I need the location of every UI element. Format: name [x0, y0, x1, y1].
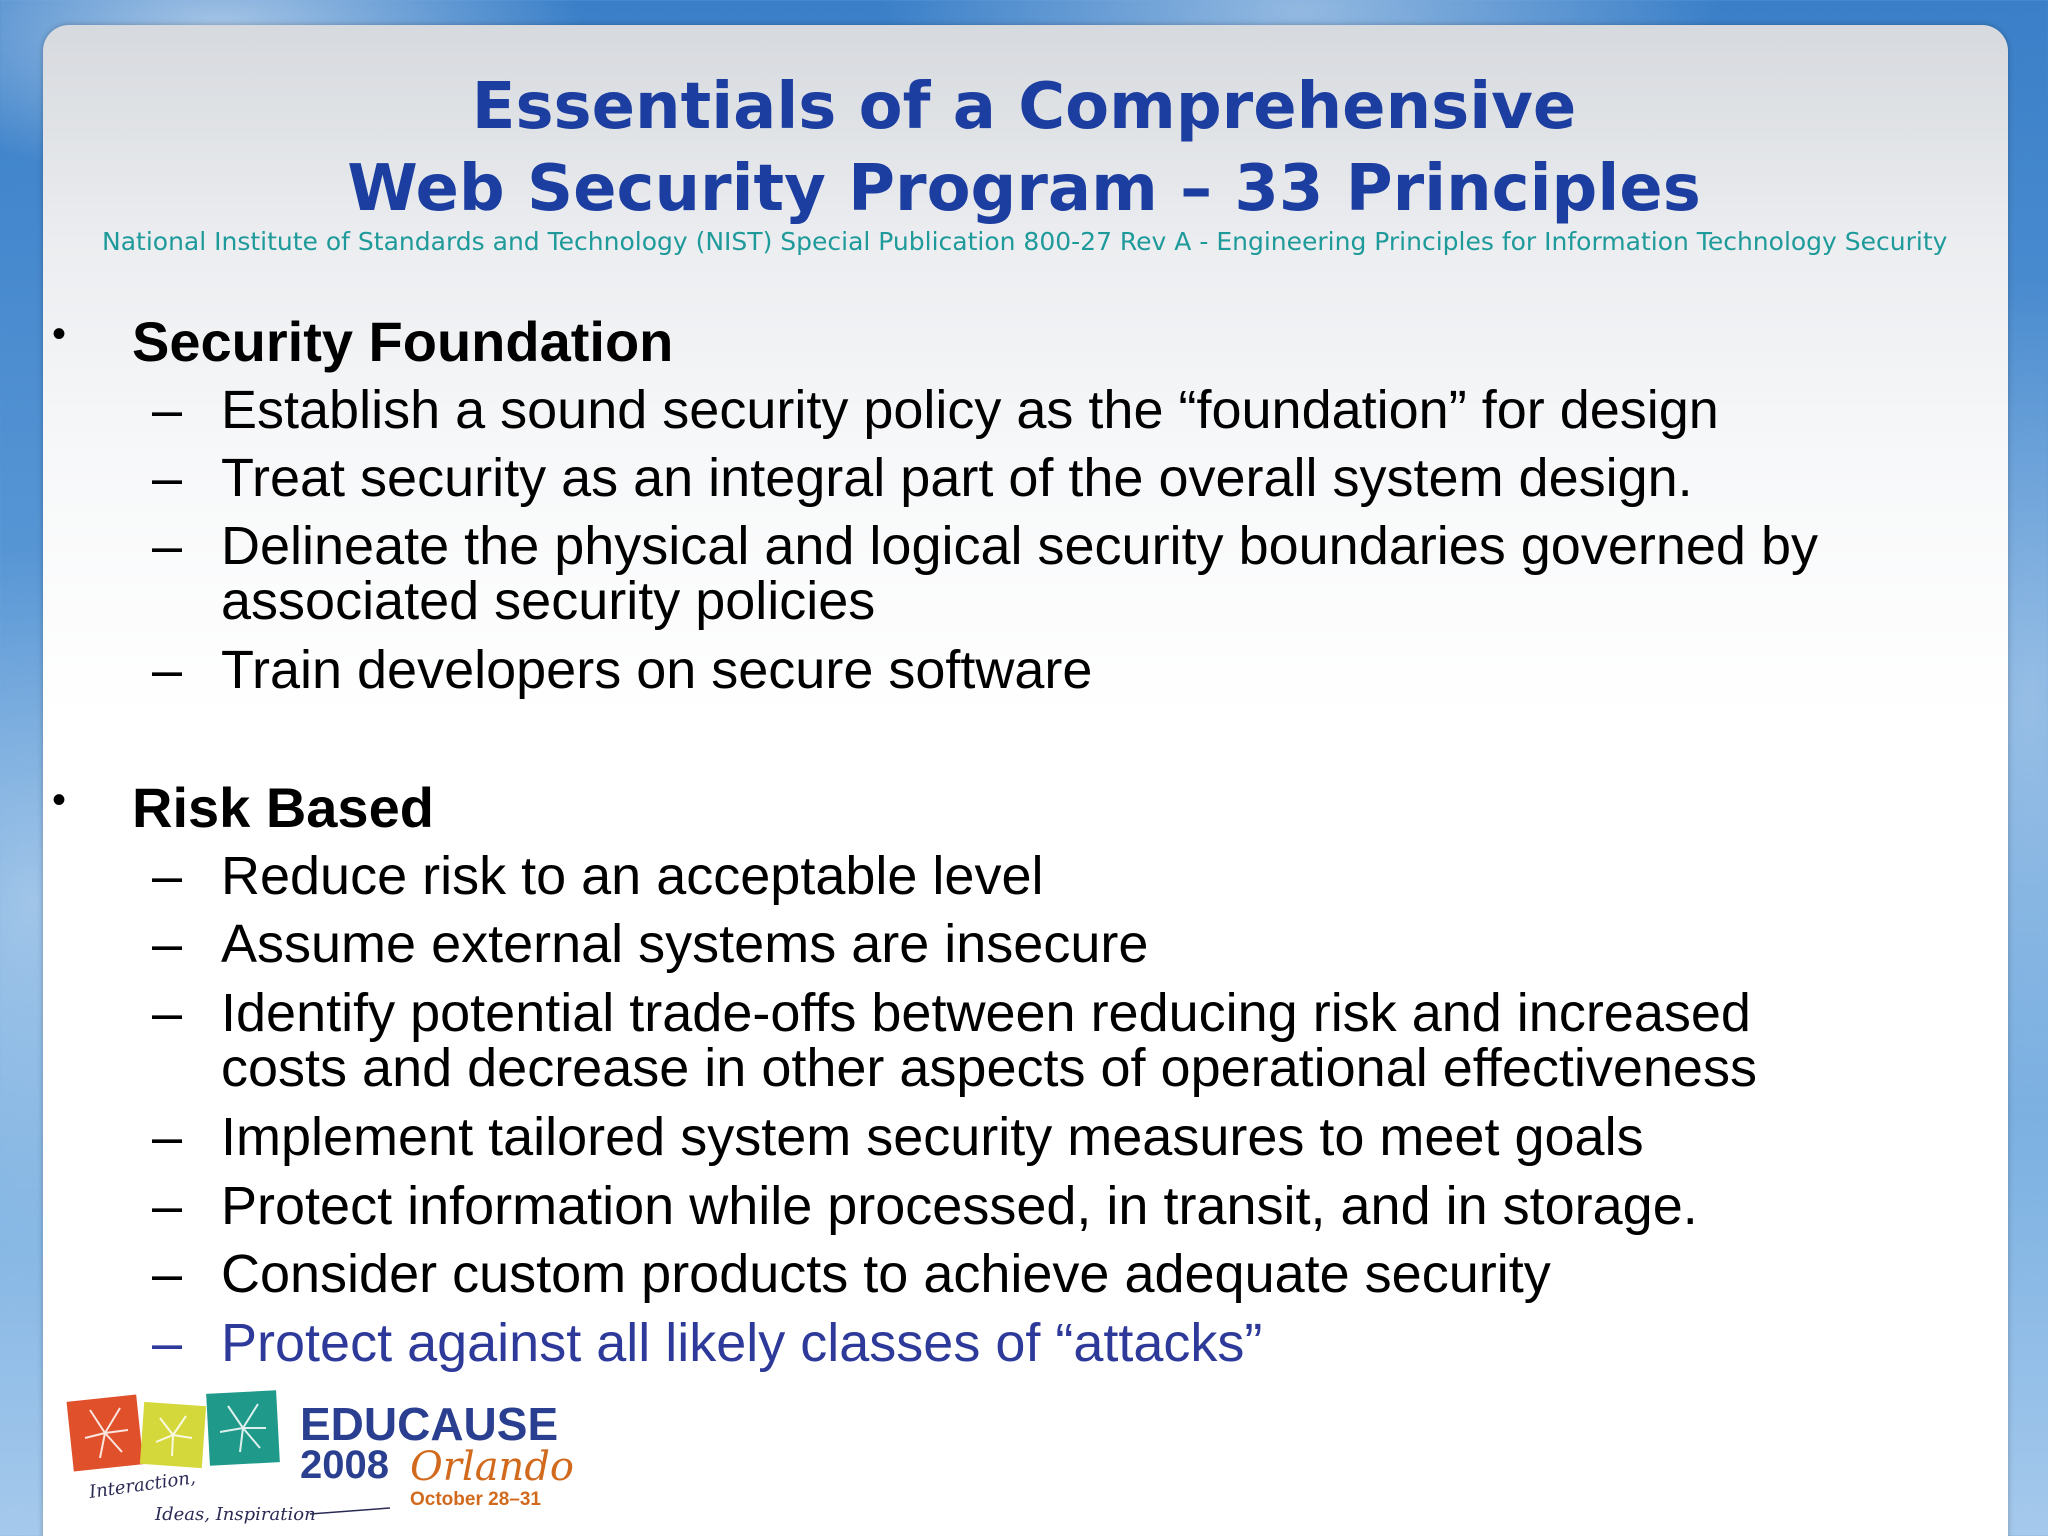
- list-item: Treat security as an integral part of the overall system design.: [221, 448, 1693, 508]
- slide-subtitle: National Institute of Standards and Technology (NIST) Special Publication 800-27 Rev A - Engineering Principles for Information Technology Security: [102, 227, 1948, 256]
- list-item-continuation: associated security policies: [221, 571, 876, 631]
- dash-marker: –: [152, 380, 183, 440]
- logo-year: 2008: [300, 1443, 389, 1487]
- logo-tagline-underline: [310, 1508, 390, 1514]
- logo-name: EDUCAUSE: [300, 1398, 559, 1450]
- dash-marker: –: [152, 516, 183, 576]
- dash-marker: –: [152, 1313, 183, 1373]
- list-item-continuation: costs and decrease in other aspects of operational effectiveness: [221, 1038, 1757, 1098]
- bullet-marker: •: [52, 778, 67, 822]
- dash-marker: –: [152, 846, 183, 906]
- logo-squares: [67, 1390, 280, 1471]
- list-item: Delineate the physical and logical security boundaries governed by: [221, 516, 1818, 576]
- dash-marker: –: [152, 1244, 183, 1304]
- dash-marker: –: [152, 1176, 183, 1236]
- section-heading-security-foundation: Security Foundation: [132, 310, 674, 373]
- dash-marker: –: [152, 640, 183, 700]
- logo-city: Orlando: [410, 1444, 575, 1490]
- list-item: Assume external systems are insecure: [221, 914, 1149, 974]
- dash-marker: –: [152, 983, 183, 1043]
- slide-title-line-1: Essentials of a Comprehensive: [471, 70, 1577, 144]
- logo-tagline-1: Interaction,: [87, 1467, 197, 1503]
- list-item: Reduce risk to an acceptable level: [221, 846, 1044, 906]
- dash-marker: –: [152, 1107, 183, 1167]
- dash-marker: –: [152, 914, 183, 974]
- list-item: Consider custom products to achieve adequate security: [221, 1244, 1551, 1304]
- logo-tagline-2: Ideas, Inspiration: [155, 1504, 316, 1525]
- slide-title-line-2: Web Security Program – 33 Principles: [347, 152, 1701, 226]
- list-item: Establish a sound security policy as the “foundation” for design: [221, 380, 1719, 440]
- list-item-highlighted: Protect against all likely classes of “attacks”: [221, 1313, 1263, 1373]
- list-item: Protect information while processed, in transit, and in storage.: [221, 1176, 1698, 1236]
- bullet-marker: •: [52, 312, 67, 356]
- list-item: Implement tailored system security measures to meet goals: [221, 1107, 1644, 1167]
- logo-dates: October 28–31: [410, 1489, 541, 1510]
- list-item: Identify potential trade-offs between reducing risk and increased: [221, 983, 1751, 1043]
- list-item: Train developers on secure software: [221, 640, 1093, 700]
- section-heading-risk-based: Risk Based: [132, 776, 434, 839]
- educause-2008-logo: [60, 1380, 580, 1530]
- dash-marker: –: [152, 448, 183, 508]
